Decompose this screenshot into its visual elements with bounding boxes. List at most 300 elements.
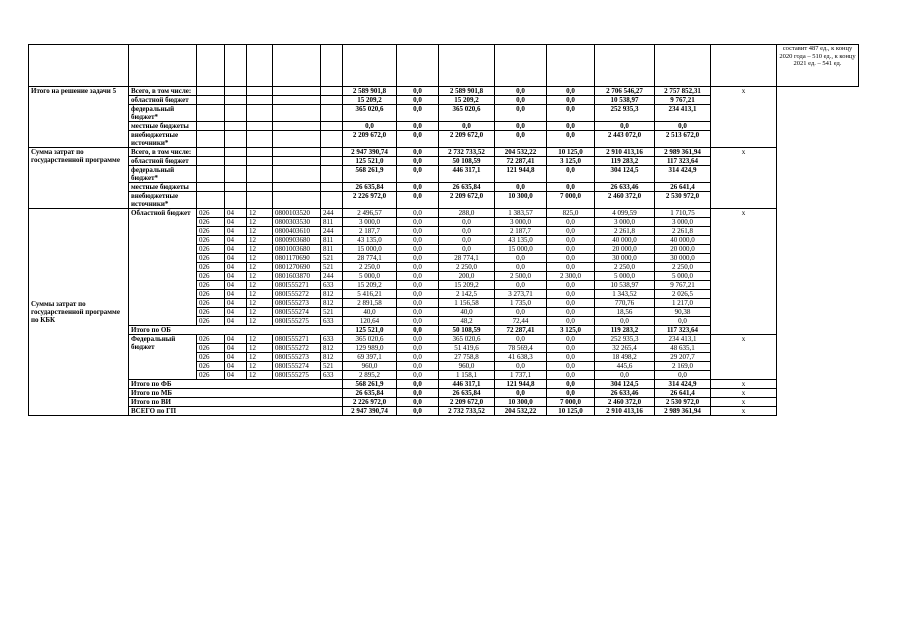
amount-cell: 0,0: [547, 299, 595, 308]
amount-cell: 0,0: [397, 398, 439, 407]
amount-cell: 2 496,57: [343, 209, 397, 218]
amount-cell: 0,0: [547, 308, 595, 317]
amount-cell: 204 532,22: [495, 148, 547, 157]
budget-table: [28, 44, 859, 416]
amount-cell: 2 589 901,8: [439, 87, 495, 96]
kbk-code-cell: 811: [321, 236, 343, 245]
amount-cell: 72 287,41: [495, 157, 547, 166]
amount-cell: 0,0: [439, 227, 495, 236]
kbk-code-cell: 026: [197, 281, 225, 290]
kbk-code-cell: 04: [225, 371, 247, 380]
amount-cell: 30 000,0: [655, 254, 711, 263]
amount-cell: 28 774,1: [343, 254, 397, 263]
x-mark-cell: х: [711, 398, 777, 407]
amount-cell: 2 142,5: [439, 290, 495, 299]
x-mark-cell: х: [711, 209, 777, 335]
amount-cell: 10 300,0: [495, 398, 547, 407]
amount-cell: 0,0: [495, 122, 547, 131]
amount-cell: 0,0: [439, 236, 495, 245]
amount-cell: 1 735,0: [495, 299, 547, 308]
x-mark-cell: х: [711, 389, 777, 398]
source-label: местные бюджеты: [129, 183, 197, 192]
amount-cell: 0,0: [547, 87, 595, 96]
empty-cell: [247, 96, 273, 105]
empty-cell: [321, 192, 343, 209]
x-mark-cell: х: [711, 148, 777, 209]
amount-cell: 26 635,84: [343, 183, 397, 192]
kbk-code-cell: 12: [247, 209, 273, 218]
amount-cell: 0,0: [547, 362, 595, 371]
empty-cell: [321, 148, 343, 157]
amount-cell: 43 135,0: [495, 236, 547, 245]
amount-cell: 252 935,3: [595, 105, 655, 122]
amount-cell: 2 187,7: [343, 227, 397, 236]
kbk-code-cell: 026: [197, 344, 225, 353]
kbk-code-cell: 12: [247, 290, 273, 299]
amount-cell: 204 532,22: [495, 407, 547, 416]
amount-cell: 15 209,2: [343, 96, 397, 105]
empty-cell: [321, 131, 343, 148]
amount-cell: 0,0: [655, 371, 711, 380]
amount-cell: 117 323,64: [655, 157, 711, 166]
amount-cell: 48,2: [439, 317, 495, 326]
amount-cell: 0,0: [397, 407, 439, 416]
kbk-code-cell: 04: [225, 362, 247, 371]
kbk-code-cell: 812: [321, 353, 343, 362]
empty-cell: [321, 122, 343, 131]
empty-cell: [273, 166, 321, 183]
amount-cell: 119 283,2: [595, 157, 655, 166]
source-label: областной бюджет: [129, 157, 197, 166]
kbk-code-cell: 026: [197, 227, 225, 236]
amount-cell: 5 000,0: [595, 272, 655, 281]
summary-row: [29, 87, 859, 96]
amount-cell: 2 250,0: [655, 263, 711, 272]
empty-cell: [321, 96, 343, 105]
amount-cell: 0,0: [343, 122, 397, 131]
kbk-code-cell: 04: [225, 227, 247, 236]
source-label: областной бюджет: [129, 96, 197, 105]
kbk-code-cell: 026: [197, 236, 225, 245]
empty-cell: [273, 157, 321, 166]
amount-cell: 0,0: [547, 353, 595, 362]
amount-cell: 3 000,0: [343, 218, 397, 227]
amount-cell: 0,0: [547, 263, 595, 272]
amount-cell: 0,0: [397, 272, 439, 281]
amount-cell: 1 217,0: [655, 299, 711, 308]
kbk-code-cell: 811: [321, 245, 343, 254]
kbk-code-cell: 04: [225, 245, 247, 254]
amount-cell: 10 538,97: [595, 281, 655, 290]
amount-cell: 0,0: [495, 87, 547, 96]
amount-cell: 0,0: [547, 218, 595, 227]
empty-cell: [247, 148, 273, 157]
empty-cell: [321, 87, 343, 96]
amount-cell: 7 000,0: [547, 398, 595, 407]
amount-cell: 2 732 733,52: [439, 148, 495, 157]
kbk-code-cell: 12: [247, 344, 273, 353]
amount-cell: 28 774,1: [439, 254, 495, 263]
source-label: федеральный бюджет*: [129, 105, 197, 122]
amount-cell: 121 944,8: [495, 380, 547, 389]
amount-cell: 446 317,1: [439, 380, 495, 389]
empty-cell: [225, 183, 247, 192]
amount-cell: 0,0: [397, 317, 439, 326]
amount-cell: 0,0: [397, 245, 439, 254]
kbk-code-cell: 633: [321, 335, 343, 344]
amount-cell: 120,64: [343, 317, 397, 326]
empty-cell: [321, 183, 343, 192]
amount-cell: 29 207,7: [655, 353, 711, 362]
kbk-code-cell: 12: [247, 362, 273, 371]
amount-cell: 3 125,0: [547, 326, 595, 335]
kbk-code-cell: 633: [321, 371, 343, 380]
amount-cell: 1 710,75: [655, 209, 711, 218]
kbk-code-cell: 812: [321, 299, 343, 308]
amount-cell: 2 513 672,0: [655, 131, 711, 148]
kbk-code-cell: 026: [197, 263, 225, 272]
kbk-code-cell: 026: [197, 254, 225, 263]
amount-cell: 825,0: [547, 209, 595, 218]
amount-cell: 234 413,1: [655, 105, 711, 122]
kbk-code-cell: 244: [321, 227, 343, 236]
total-row: [29, 389, 859, 398]
source-label: внебюджетные источники*: [129, 131, 197, 148]
amount-cell: 10 125,0: [547, 407, 595, 416]
amount-cell: 2 500,0: [495, 272, 547, 281]
amount-cell: 0,0: [547, 290, 595, 299]
amount-cell: 0,0: [495, 131, 547, 148]
amount-cell: 0,0: [547, 344, 595, 353]
total-label: Итого по ВИ: [129, 398, 343, 407]
x-mark-cell: х: [711, 380, 777, 389]
source-label: Федеральный бюджет: [129, 335, 197, 380]
amount-cell: 0,0: [495, 281, 547, 290]
source-label: Всего, в том числе:: [129, 87, 197, 96]
amount-cell: 0,0: [397, 148, 439, 157]
kbk-code-cell: 0800403610: [273, 227, 321, 236]
amount-cell: 0,0: [397, 335, 439, 344]
amount-cell: 0,0: [495, 308, 547, 317]
amount-cell: 0,0: [495, 389, 547, 398]
amount-cell: 0,0: [547, 380, 595, 389]
amount-cell: 15 209,2: [439, 96, 495, 105]
amount-cell: 125 521,0: [343, 157, 397, 166]
kbk-code-cell: 12: [247, 371, 273, 380]
amount-cell: 0,0: [547, 236, 595, 245]
kbk-code-cell: 026: [197, 362, 225, 371]
kbk-code-cell: 04: [225, 236, 247, 245]
kbk-code-cell: 026: [197, 209, 225, 218]
amount-cell: 0,0: [397, 166, 439, 183]
amount-cell: 2 209 672,0: [439, 192, 495, 209]
amount-cell: 5 000,0: [655, 272, 711, 281]
kbk-row: [29, 335, 859, 344]
empty-cell: [273, 87, 321, 96]
empty-cell: [197, 96, 225, 105]
total-row: [29, 380, 859, 389]
amount-cell: 40,0: [343, 308, 397, 317]
amount-cell: 3 000,0: [655, 218, 711, 227]
amount-cell: 0,0: [397, 209, 439, 218]
amount-cell: 2 589 901,8: [343, 87, 397, 96]
amount-cell: 0,0: [397, 236, 439, 245]
amount-cell: 0,0: [397, 96, 439, 105]
kbk-code-cell: 0800103520: [273, 209, 321, 218]
amount-cell: 446 317,1: [439, 166, 495, 183]
amount-cell: 0,0: [397, 192, 439, 209]
empty-cell: [247, 157, 273, 166]
kbk-code-cell: 244: [321, 272, 343, 281]
kbk-code-cell: 026: [197, 290, 225, 299]
empty-cell: [321, 105, 343, 122]
empty-cell: [225, 192, 247, 209]
amount-cell: 90,38: [655, 308, 711, 317]
empty-cell: [247, 166, 273, 183]
amount-cell: 2 261,8: [655, 227, 711, 236]
empty-cell: [321, 166, 343, 183]
kbk-code-cell: 04: [225, 335, 247, 344]
empty-cell: [225, 166, 247, 183]
kbk-code-cell: 12: [247, 218, 273, 227]
amount-cell: 72 287,41: [495, 326, 547, 335]
amount-cell: 0,0: [547, 317, 595, 326]
amount-cell: 0,0: [397, 183, 439, 192]
amount-cell: 7 000,0: [547, 192, 595, 209]
total-label: Итого по ОБ: [129, 326, 343, 335]
kbk-code-cell: 080I555274: [273, 308, 321, 317]
kbk-code-cell: 080I555273: [273, 353, 321, 362]
amount-cell: 365 020,6: [439, 335, 495, 344]
total-row: [29, 398, 859, 407]
amount-cell: 0,0: [495, 362, 547, 371]
amount-cell: 2 209 672,0: [343, 131, 397, 148]
amount-cell: 15 000,0: [343, 245, 397, 254]
amount-cell: 0,0: [547, 183, 595, 192]
header-note: составит 487 ед., к концу 2020 года – 510 ед., к концу 2021 ед. – 541 ед.: [777, 45, 859, 87]
kbk-code-cell: 0801003680: [273, 245, 321, 254]
kbk-code-cell: 12: [247, 245, 273, 254]
empty-cell: [197, 148, 225, 157]
amount-cell: 568 261,9: [343, 166, 397, 183]
empty-cell: [197, 166, 225, 183]
amount-cell: 2 947 390,74: [343, 148, 397, 157]
empty-cell: [225, 122, 247, 131]
amount-cell: 50 108,59: [439, 326, 495, 335]
amount-cell: 0,0: [397, 105, 439, 122]
amount-cell: 121 944,8: [495, 166, 547, 183]
amount-cell: 43 135,0: [343, 236, 397, 245]
amount-cell: 26 641,4: [655, 389, 711, 398]
empty-cell: [273, 131, 321, 148]
kbk-code-cell: 0801170690: [273, 254, 321, 263]
amount-cell: 0,0: [397, 371, 439, 380]
empty-cell: [273, 122, 321, 131]
amount-cell: 0,0: [655, 122, 711, 131]
amount-cell: 2 460 372,0: [595, 398, 655, 407]
amount-cell: 20 000,0: [595, 245, 655, 254]
kbk-code-cell: 080I555272: [273, 290, 321, 299]
amount-cell: 3 125,0: [547, 157, 595, 166]
amount-cell: 0,0: [547, 96, 595, 105]
empty-cell: [247, 87, 273, 96]
kbk-code-cell: 12: [247, 353, 273, 362]
section-label: Итого на решение задачи 5: [29, 87, 129, 148]
empty-cell: [197, 105, 225, 122]
amount-cell: 0,0: [547, 371, 595, 380]
kbk-code-cell: 080I555271: [273, 335, 321, 344]
amount-cell: 26 635,84: [343, 389, 397, 398]
kbk-code-cell: 04: [225, 209, 247, 218]
amount-cell: 26 633,46: [595, 183, 655, 192]
amount-cell: 2 910 413,16: [595, 148, 655, 157]
amount-cell: 20 000,0: [655, 245, 711, 254]
amount-cell: 0,0: [397, 362, 439, 371]
x-mark-cell: х: [711, 335, 777, 380]
amount-cell: 0,0: [495, 96, 547, 105]
amount-cell: 0,0: [397, 344, 439, 353]
kbk-code-cell: 0800303530: [273, 218, 321, 227]
amount-cell: 1 737,1: [495, 371, 547, 380]
amount-cell: 2 209 672,0: [439, 398, 495, 407]
kbk-code-cell: 12: [247, 299, 273, 308]
kbk-code-cell: 080I555272: [273, 344, 321, 353]
kbk-code-cell: 12: [247, 263, 273, 272]
amount-cell: 26 635,84: [439, 183, 495, 192]
empty-cell: [321, 157, 343, 166]
amount-cell: 18,56: [595, 308, 655, 317]
empty-cell: [197, 157, 225, 166]
amount-cell: 2 757 852,31: [655, 87, 711, 96]
kbk-code-cell: 026: [197, 218, 225, 227]
amount-cell: 2 947 390,74: [343, 407, 397, 416]
amount-cell: 2 226 972,0: [343, 398, 397, 407]
amount-cell: 0,0: [595, 317, 655, 326]
amount-cell: 10 538,97: [595, 96, 655, 105]
amount-cell: 0,0: [547, 131, 595, 148]
amount-cell: 0,0: [397, 290, 439, 299]
total-label: ВСЕГО по ГП: [129, 407, 343, 416]
amount-cell: 0,0: [397, 308, 439, 317]
kbk-code-cell: 812: [321, 344, 343, 353]
empty-cell: [273, 96, 321, 105]
empty-cell: [247, 105, 273, 122]
amount-cell: 0,0: [495, 335, 547, 344]
amount-cell: 2 989 361,94: [655, 148, 711, 157]
kbk-code-cell: 04: [225, 299, 247, 308]
kbk-code-cell: 811: [321, 218, 343, 227]
amount-cell: 0,0: [397, 227, 439, 236]
amount-cell: 10 300,0: [495, 192, 547, 209]
amount-cell: 365 020,6: [439, 105, 495, 122]
source-label: федеральный бюджет*: [129, 166, 197, 183]
kbk-code-cell: 633: [321, 317, 343, 326]
kbk-code-cell: 12: [247, 335, 273, 344]
amount-cell: 69 397,1: [343, 353, 397, 362]
amount-cell: 1 383,57: [495, 209, 547, 218]
kbk-code-cell: 12: [247, 317, 273, 326]
amount-cell: 9 767,21: [655, 96, 711, 105]
amount-cell: 0,0: [495, 263, 547, 272]
empty-cell: [225, 87, 247, 96]
amount-cell: 15 209,2: [343, 281, 397, 290]
amount-cell: 445,6: [595, 362, 655, 371]
amount-cell: 1 343,52: [595, 290, 655, 299]
amount-cell: 5 000,0: [343, 272, 397, 281]
amount-cell: 30 000,0: [595, 254, 655, 263]
amount-cell: 26 635,84: [439, 389, 495, 398]
total-label: Итого по ФБ: [129, 380, 343, 389]
amount-cell: 0,0: [547, 122, 595, 131]
amount-cell: 0,0: [397, 122, 439, 131]
amount-cell: 9 767,21: [655, 281, 711, 290]
amount-cell: 119 283,2: [595, 326, 655, 335]
amount-cell: 2 026,5: [655, 290, 711, 299]
empty-cell: [225, 105, 247, 122]
amount-cell: 40 000,0: [655, 236, 711, 245]
amount-cell: 1 158,1: [439, 371, 495, 380]
kbk-code-cell: 04: [225, 290, 247, 299]
kbk-code-cell: 04: [225, 353, 247, 362]
amount-cell: 770,76: [595, 299, 655, 308]
empty-cell: [225, 148, 247, 157]
amount-cell: 2 226 972,0: [343, 192, 397, 209]
kbk-code-cell: 812: [321, 290, 343, 299]
amount-cell: 18 498,2: [595, 353, 655, 362]
amount-cell: 51 419,6: [439, 344, 495, 353]
amount-cell: 0,0: [495, 254, 547, 263]
kbk-code-cell: 521: [321, 254, 343, 263]
amount-cell: 41 638,3: [495, 353, 547, 362]
kbk-code-cell: 12: [247, 308, 273, 317]
kbk-code-cell: 04: [225, 272, 247, 281]
amount-cell: 15 209,2: [439, 281, 495, 290]
empty-cell: [197, 131, 225, 148]
amount-cell: 0,0: [397, 389, 439, 398]
kbk-code-cell: 12: [247, 281, 273, 290]
empty-cell: [273, 183, 321, 192]
amount-cell: 3 273,71: [495, 290, 547, 299]
kbk-code-cell: 04: [225, 344, 247, 353]
amount-cell: 0,0: [397, 353, 439, 362]
amount-cell: 2 891,58: [343, 299, 397, 308]
empty-cell: [197, 87, 225, 96]
kbk-code-cell: 633: [321, 281, 343, 290]
amount-cell: 2 530 972,0: [655, 192, 711, 209]
kbk-section-label: Суммы затрат по государственной программе по КБК: [29, 209, 129, 416]
amount-cell: 50 108,59: [439, 157, 495, 166]
total-row: [29, 407, 859, 416]
kbk-code-cell: 04: [225, 254, 247, 263]
amount-cell: 2 209 672,0: [439, 131, 495, 148]
amount-cell: 2 895,2: [343, 371, 397, 380]
kbk-code-cell: 521: [321, 263, 343, 272]
source-label: внебюджетные источники*: [129, 192, 197, 209]
amount-cell: 10 125,0: [547, 148, 595, 157]
amount-cell: 2 250,0: [439, 263, 495, 272]
kbk-code-cell: 026: [197, 353, 225, 362]
amount-cell: 2 706 546,27: [595, 87, 655, 96]
amount-cell: 0,0: [595, 122, 655, 131]
amount-cell: 2 443 072,0: [595, 131, 655, 148]
kbk-code-cell: 080I555275: [273, 317, 321, 326]
kbk-code-cell: 026: [197, 335, 225, 344]
amount-cell: 304 124,5: [595, 380, 655, 389]
empty-cell: [273, 192, 321, 209]
kbk-row: [29, 209, 859, 218]
amount-cell: 0,0: [397, 254, 439, 263]
amount-cell: 0,0: [439, 245, 495, 254]
